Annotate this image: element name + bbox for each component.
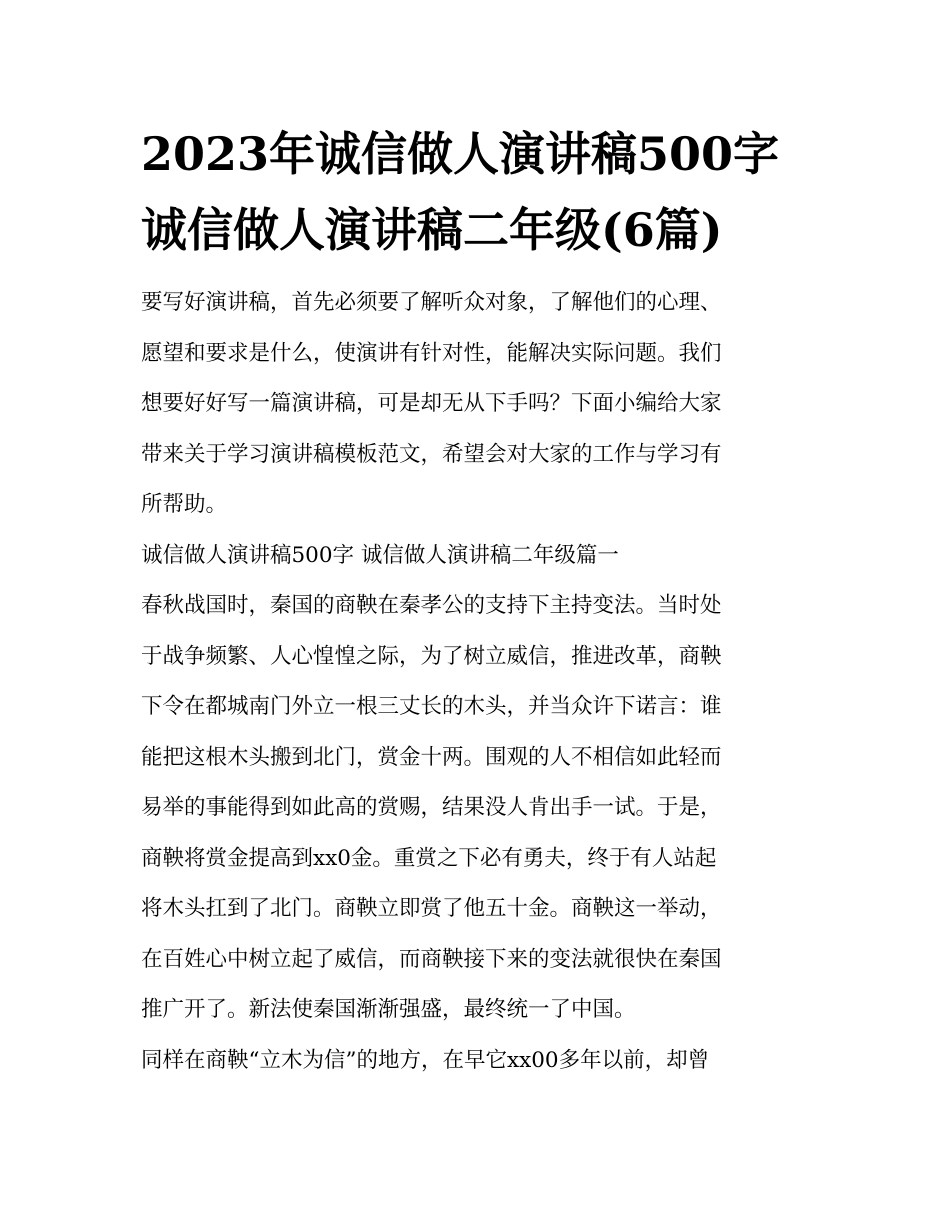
text-line: 春秋战国时，秦国的商鞅在秦孝公的支持下主持变法。当时处 bbox=[141, 593, 722, 618]
text-line: 商鞅将赏金提高到xx0金。重赏之下必有勇夫，终于有人站起 bbox=[141, 845, 717, 871]
text-line: 下令在都城南门外立一根三丈长的木头，并当众许下诺言：谁 bbox=[141, 694, 722, 719]
story-paragraph bbox=[141, 581, 820, 1036]
text-line: 所帮助。 bbox=[141, 492, 228, 517]
text-line: 想要好好写一篇演讲稿，可是却无从下手吗？下面小编给大家 bbox=[141, 391, 722, 416]
intro-paragraph bbox=[141, 278, 820, 531]
title-line-2: 诚信做人演讲稿二年级(6篇) bbox=[141, 203, 723, 257]
text-line: 带来关于学习演讲稿模板范文，希望会对大家的工作与学习有 bbox=[141, 441, 722, 467]
text-line: 愿望和要求是什么，使演讲有针对性，能解决实际问题。我们 bbox=[141, 340, 722, 366]
text-line: 推广开了。新法使秦国渐渐强盛，最终统一了中国。 bbox=[141, 997, 636, 1022]
section-heading bbox=[141, 531, 820, 582]
document-title bbox=[141, 116, 820, 268]
continuation-paragraph bbox=[141, 1036, 820, 1087]
text-line: 能把这根木头搬到北门，赏金十两。围观的人不相信如此轻而 bbox=[141, 744, 722, 770]
title-line-1: 2023年诚信做人演讲稿500字 bbox=[141, 127, 780, 181]
text-line: 易举的事能得到如此高的赏赐，结果没人肯出手一试。于是， bbox=[141, 795, 722, 820]
text-line: 于战争频繁、人心惶惶之际，为了树立威信，推进改革，商鞅 bbox=[141, 643, 722, 669]
text-line: 要写好演讲稿，首先必须要了解听众对象，了解他们的心理、 bbox=[141, 290, 722, 315]
text-line: 诚信做人演讲稿500字 诚信做人演讲稿二年级篇一 bbox=[141, 542, 619, 568]
text-line: 在百姓心中树立起了威信，而商鞅接下来的变法就很快在秦国 bbox=[141, 946, 722, 972]
text-line: 将木头扛到了北门。商鞅立即赏了他五十金。商鞅这一举动， bbox=[141, 896, 722, 921]
text-line: 同样在商鞅“立木为信”的地方，在早它xx00多年以前，却曾 bbox=[141, 1047, 710, 1073]
document-body bbox=[141, 278, 820, 1086]
